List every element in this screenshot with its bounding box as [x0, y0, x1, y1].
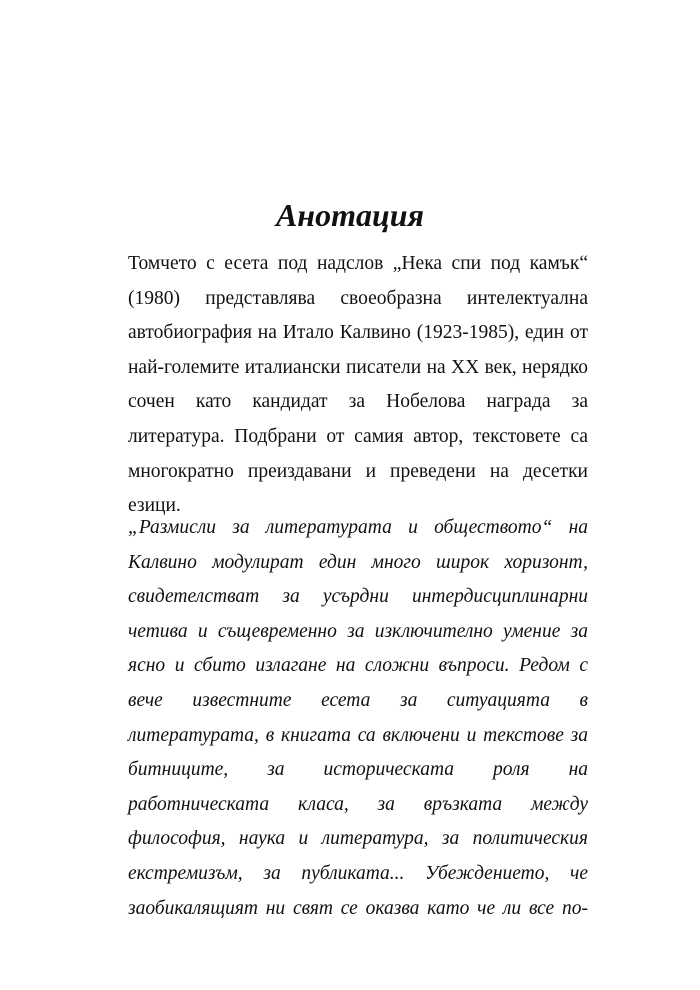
text-line: вече известните есета за ситуацията в: [128, 689, 588, 711]
text-line: ясно и сбито излагане на сложни въпроси. Редом с: [128, 655, 588, 677]
text-line: литература. Подбрани от самия автор, текстовете са: [128, 425, 588, 447]
text-line: Томчето с есета под надслов „Нека спи под камък“: [128, 253, 588, 274]
text-line: литературата, в книгата са включени и текстове за: [128, 724, 588, 746]
text-line: философия, наука и литература, за политическия: [128, 828, 588, 850]
text-line: екстремизъм, за публиката... Убеждението, че: [128, 862, 588, 884]
text-line: сочен като кандидат за Нобелова награда за: [128, 391, 588, 413]
page-title: Анотация: [275, 197, 425, 233]
text-line: битниците, за историческата роля на: [128, 759, 588, 781]
text-line: автобиография на Итало Калвино (1923-1985), един от: [128, 322, 588, 344]
text-line: най-големите италиански писатели на ХХ век, нерядко: [128, 356, 588, 378]
annotation-paragraph-1: [128, 247, 588, 524]
text-line: езици.: [128, 495, 181, 517]
text-line: четива и същевременно за изключително умение за: [128, 620, 588, 642]
text-line: (1980) представлява своеобразна интелектуална: [128, 287, 588, 309]
annotation-paragraph-2: [128, 511, 588, 926]
text-line: работническата класа, за връзката между: [128, 793, 588, 815]
text-line: Калвино модулират един много широк хоризонт,: [128, 551, 588, 573]
text-line: „Размисли за литературата и обществото“ на: [128, 517, 588, 538]
text-line: заобикалящият ни свят се оказва като че ли все по-: [128, 897, 588, 919]
text-line: свидетелстват за усърдни интердисциплинарни: [128, 586, 588, 608]
text-line: многократно преиздавани и преведени на десетки: [128, 460, 588, 482]
